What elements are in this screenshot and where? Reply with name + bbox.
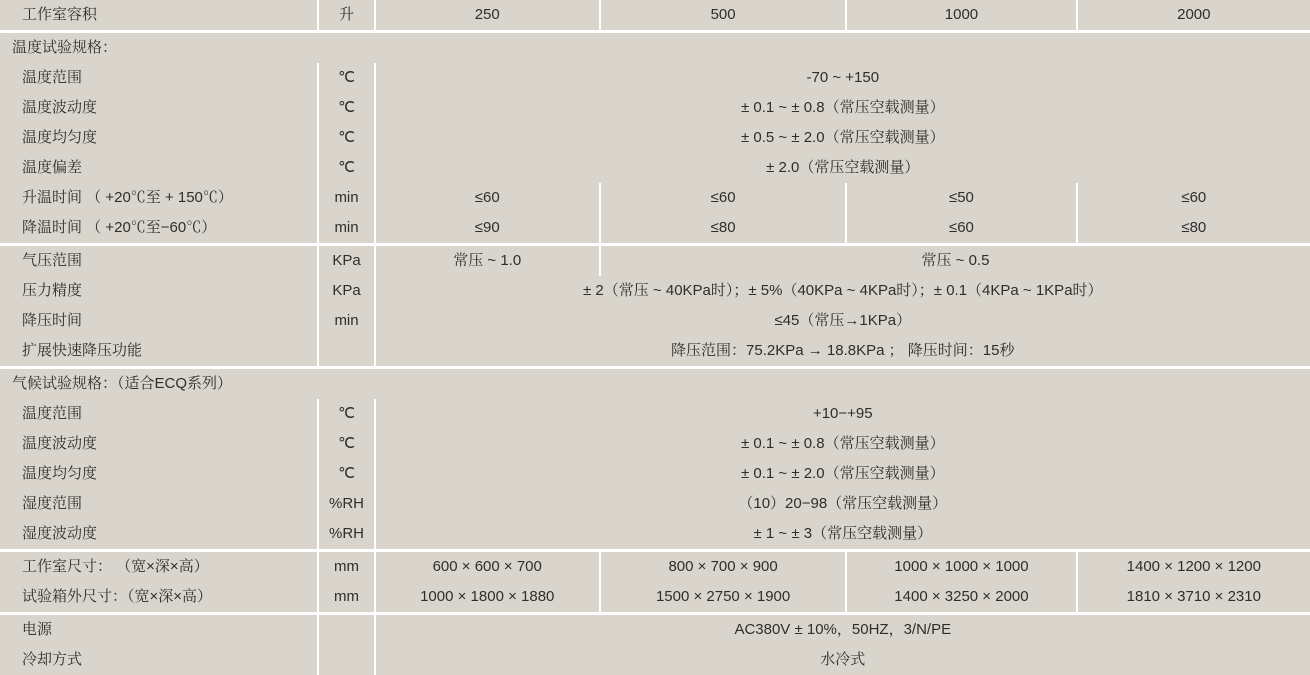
row-unit bbox=[318, 336, 374, 368]
row-value-2000: ≤60 bbox=[1077, 183, 1310, 213]
row-merged-value: 水冷式 bbox=[375, 645, 1310, 675]
row-label: 冷却方式 bbox=[0, 645, 318, 675]
table-row bbox=[0, 183, 1310, 213]
row-value-2000: ≤80 bbox=[1077, 213, 1310, 245]
row-merged-value: ± 1 ~ ± 3（常压空载测量） bbox=[375, 519, 1310, 551]
table-row bbox=[0, 245, 1310, 277]
row-value-500: 800 × 700 × 900 bbox=[600, 551, 846, 583]
row-unit: ℃ bbox=[318, 63, 374, 93]
row-value-2000: 1810 × 3710 × 2310 bbox=[1077, 582, 1310, 614]
row-unit: ℃ bbox=[318, 93, 374, 123]
row-value-2000: 1400 × 1200 × 1200 bbox=[1077, 551, 1310, 583]
row-label: 温度范围 bbox=[0, 399, 318, 429]
row-label: 降温时间 （ +20℃至−60℃） bbox=[0, 213, 318, 245]
row-label: 温度均匀度 bbox=[0, 459, 318, 489]
row-merged-value: （10）20−98（常压空载测量） bbox=[375, 489, 1310, 519]
table-row bbox=[0, 614, 1310, 646]
row-unit: min bbox=[318, 213, 374, 245]
section-title-row bbox=[0, 32, 1310, 64]
table-row bbox=[0, 153, 1310, 183]
row-unit bbox=[318, 614, 374, 646]
row-merged-value: 降压范围：75.2KPa → 18.8KPa ； 降压时间：15秒 bbox=[375, 336, 1310, 368]
row-label: 降压时间 bbox=[0, 306, 318, 336]
row-unit: ℃ bbox=[318, 123, 374, 153]
row-value-1000: 1400 × 3250 × 2000 bbox=[846, 582, 1076, 614]
row-label: 升温时间 （ +20℃至 + 150℃） bbox=[0, 183, 318, 213]
table-row bbox=[0, 123, 1310, 153]
table-row bbox=[0, 519, 1310, 551]
row-label: 湿度范围 bbox=[0, 489, 318, 519]
row-merged-value: +10−+95 bbox=[375, 399, 1310, 429]
section-title-temperature: 温度试验规格： bbox=[0, 32, 1310, 64]
row-unit: mm bbox=[318, 582, 374, 614]
row-value-1000: ≤60 bbox=[846, 213, 1076, 245]
header-label: 工作室容积 bbox=[0, 0, 318, 32]
row-unit: ℃ bbox=[318, 429, 374, 459]
row-merged-value: ± 0.5 ~ ± 2.0（常压空载测量） bbox=[375, 123, 1310, 153]
row-value-250: 600 × 600 × 700 bbox=[375, 551, 600, 583]
row-merged-value: 常压 ~ 0.5 bbox=[600, 245, 1310, 277]
row-merged-value: ± 2（常压 ~ 40KPa时）；± 5%（40KPa ~ 4KPa时）；± 0.1（4KPa ~ 1KPa时） bbox=[375, 276, 1310, 306]
table-header-row bbox=[0, 0, 1310, 32]
table-row bbox=[0, 213, 1310, 245]
row-value-1000: 1000 × 1000 × 1000 bbox=[846, 551, 1076, 583]
row-value-250: 1000 × 1800 × 1880 bbox=[375, 582, 600, 614]
table-row bbox=[0, 399, 1310, 429]
row-unit: ℃ bbox=[318, 459, 374, 489]
row-unit: ℃ bbox=[318, 399, 374, 429]
row-label: 扩展快速降压功能 bbox=[0, 336, 318, 368]
table-row bbox=[0, 582, 1310, 614]
header-unit: 升 bbox=[318, 0, 374, 32]
row-label: 温度偏差 bbox=[0, 153, 318, 183]
row-label: 温度均匀度 bbox=[0, 123, 318, 153]
row-value-1000: ≤50 bbox=[846, 183, 1076, 213]
row-unit: min bbox=[318, 306, 374, 336]
section-title-row bbox=[0, 368, 1310, 400]
row-merged-value: ± 0.1 ~ ± 0.8（常压空载测量） bbox=[375, 429, 1310, 459]
table-row bbox=[0, 489, 1310, 519]
row-label: 气压范围 bbox=[0, 245, 318, 277]
row-value-500: ≤80 bbox=[600, 213, 846, 245]
table-row bbox=[0, 645, 1310, 675]
row-label: 温度波动度 bbox=[0, 429, 318, 459]
row-value-250: ≤90 bbox=[375, 213, 600, 245]
row-label: 试验箱外尺寸：（宽×深×高） bbox=[0, 582, 318, 614]
row-label: 压力精度 bbox=[0, 276, 318, 306]
header-value-250: 250 bbox=[375, 0, 600, 32]
table-row bbox=[0, 93, 1310, 123]
table-row bbox=[0, 459, 1310, 489]
row-unit: min bbox=[318, 183, 374, 213]
table-row bbox=[0, 276, 1310, 306]
row-value-500: ≤60 bbox=[600, 183, 846, 213]
section-title-climate: 气候试验规格：（适合ECQ系列） bbox=[0, 368, 1310, 400]
row-label: 工作室尺寸： （宽×深×高） bbox=[0, 551, 318, 583]
row-merged-value: ± 0.1 ~ ± 0.8（常压空载测量） bbox=[375, 93, 1310, 123]
row-merged-value: ± 0.1 ~ ± 2.0（常压空载测量） bbox=[375, 459, 1310, 489]
row-merged-value: ≤45（常压→1KPa） bbox=[375, 306, 1310, 336]
row-unit: KPa bbox=[318, 276, 374, 306]
header-value-2000: 2000 bbox=[1077, 0, 1310, 32]
row-unit bbox=[318, 645, 374, 675]
table-row bbox=[0, 306, 1310, 336]
table-row bbox=[0, 336, 1310, 368]
row-unit: %RH bbox=[318, 519, 374, 551]
row-unit: mm bbox=[318, 551, 374, 583]
row-label: 温度范围 bbox=[0, 63, 318, 93]
table-row bbox=[0, 63, 1310, 93]
row-label: 电源 bbox=[0, 614, 318, 646]
row-value-250: 常压 ~ 1.0 bbox=[375, 245, 600, 277]
row-unit: ℃ bbox=[318, 153, 374, 183]
row-value-250: ≤60 bbox=[375, 183, 600, 213]
row-merged-value: ± 2.0（常压空载测量） bbox=[375, 153, 1310, 183]
row-label: 湿度波动度 bbox=[0, 519, 318, 551]
header-value-1000: 1000 bbox=[846, 0, 1076, 32]
row-value-500: 1500 × 2750 × 1900 bbox=[600, 582, 846, 614]
row-merged-value: AC380V ± 10%，50HZ，3/N/PE bbox=[375, 614, 1310, 646]
row-label: 温度波动度 bbox=[0, 93, 318, 123]
table-row bbox=[0, 551, 1310, 583]
row-merged-value: -70 ~ +150 bbox=[375, 63, 1310, 93]
row-unit: %RH bbox=[318, 489, 374, 519]
row-unit: KPa bbox=[318, 245, 374, 277]
table-row bbox=[0, 429, 1310, 459]
header-value-500: 500 bbox=[600, 0, 846, 32]
